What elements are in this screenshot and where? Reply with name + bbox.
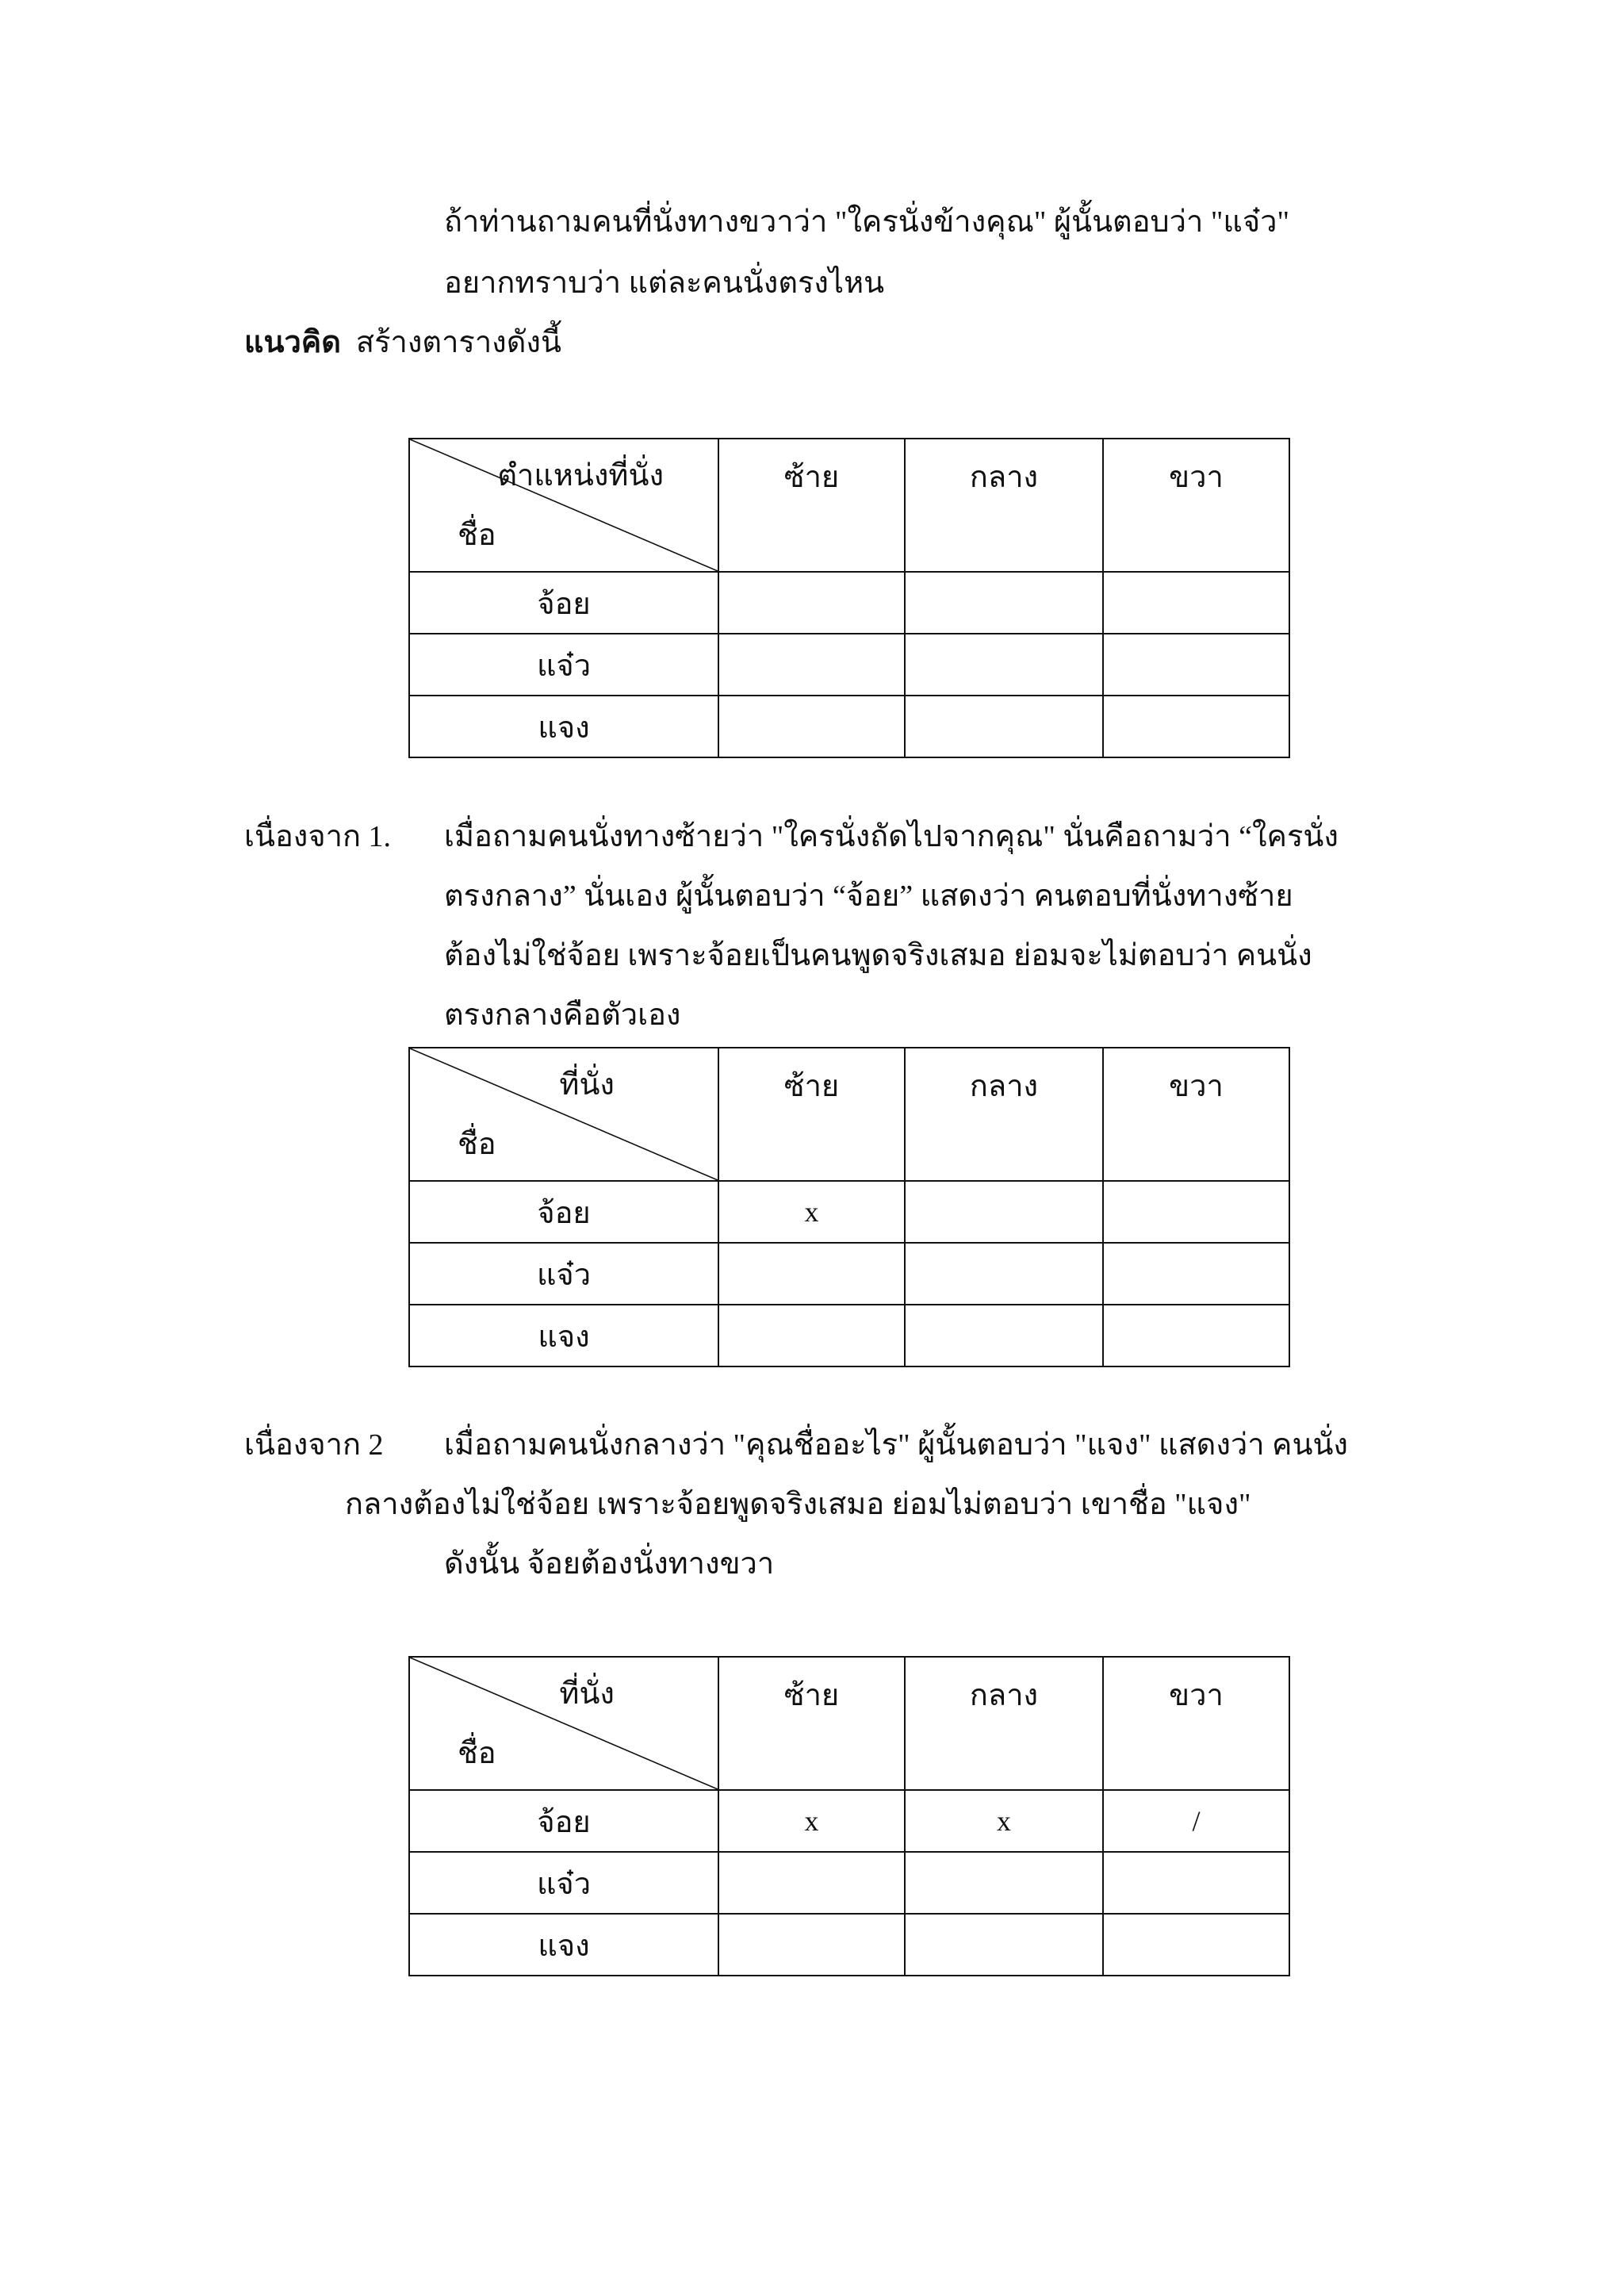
column-header-right: ขวา [1103, 439, 1289, 572]
table-cell: x [905, 1790, 1103, 1852]
row-name: แจง [409, 1914, 718, 1976]
table-cell: x [718, 1181, 905, 1243]
column-header-left: ซ้าย [718, 1048, 905, 1181]
table-header-row [409, 1657, 1289, 1790]
row-name: แจง [409, 1305, 718, 1366]
concept-text: สร้างตารางดังนี้ [355, 326, 561, 359]
table-cell [718, 1914, 905, 1976]
intro-line-2: อยากทราบว่า แต่ละคนนั่งตรงไหน [444, 266, 885, 300]
table-cell [718, 1243, 905, 1305]
column-header-left: ซ้าย [718, 439, 905, 572]
corner-bottom-label: ชื่อ [458, 1128, 496, 1161]
step-2-line-3: ดังนั้น จ้อยต้องนั่งทางขวา [444, 1547, 775, 1581]
table-cell [1103, 1305, 1289, 1366]
table-cell [905, 1243, 1103, 1305]
table-cell [718, 1852, 905, 1914]
table-cell [718, 572, 905, 634]
step-2-line-1: เมื่อถามคนนั่งกลางว่า "คุณชื่ออะไร" ผู้นั้นตอบว่า "แจง" แสดงว่า คนนั่ง [444, 1428, 1348, 1462]
table-row [409, 1181, 1289, 1243]
table-cell [1103, 696, 1289, 757]
table-corner-cell [409, 1048, 718, 1181]
concept-line [244, 325, 561, 362]
seating-table-2 [408, 1047, 1290, 1367]
table-cell [718, 696, 905, 757]
table-row [409, 634, 1289, 696]
seating-table-3 [408, 1656, 1290, 1976]
corner-top-label: ตำแหน่งที่นั่ง [497, 459, 664, 493]
seating-table-1 [408, 438, 1290, 758]
table-row [409, 1914, 1289, 1976]
table-cell [1103, 1852, 1289, 1914]
table-header-row [409, 1048, 1289, 1181]
table-row [409, 1305, 1289, 1366]
column-header-left: ซ้าย [718, 1657, 905, 1790]
table-cell [905, 572, 1103, 634]
table-cell [1103, 1181, 1289, 1243]
column-header-middle: กลาง [905, 439, 1103, 572]
table-cell [1103, 1914, 1289, 1976]
table-cell [1103, 634, 1289, 696]
step-1-line-2: ตรงกลาง” นั่นเอง ผู้นั้นตอบว่า “จ้อย” แสดงว่า คนตอบที่นั่งทางซ้าย [444, 880, 1293, 913]
table-cell: x [718, 1790, 905, 1852]
step-2-line-2: กลางต้องไม่ใช่จ้อย เพราะจ้อยพูดจริงเสมอ ย่อมไม่ตอบว่า เขาชื่อ "แจง" [345, 1488, 1251, 1521]
table-cell [718, 634, 905, 696]
step-1-label: เนื่องจาก 1. [244, 820, 391, 853]
column-header-right: ขวา [1103, 1048, 1289, 1181]
row-name: จ้อย [409, 1790, 718, 1852]
table-row [409, 1243, 1289, 1305]
corner-top-label: ที่นั่ง [559, 1068, 615, 1102]
corner-bottom-label: ชื่อ [458, 519, 496, 552]
table-header-row [409, 439, 1289, 572]
row-name: แจ๋ว [409, 1852, 718, 1914]
table-cell [905, 1181, 1103, 1243]
column-header-middle: กลาง [905, 1657, 1103, 1790]
row-name: แจ๋ว [409, 1243, 718, 1305]
row-name: จ้อย [409, 1181, 718, 1243]
column-header-middle: กลาง [905, 1048, 1103, 1181]
step-1-line-3: ต้องไม่ใช่จ้อย เพราะจ้อยเป็นคนพูดจริงเสมอ ย่อมจะไม่ตอบว่า คนนั่ง [444, 939, 1312, 972]
table-cell [905, 1852, 1103, 1914]
table-cell [905, 696, 1103, 757]
table-row [409, 1852, 1289, 1914]
table-row [409, 572, 1289, 634]
table-cell [1103, 1243, 1289, 1305]
step-1-line-1: เมื่อถามคนนั่งทางซ้ายว่า "ใครนั่งถัดไปจากคุณ" นั่นคือถามว่า “ใครนั่ง [444, 820, 1339, 853]
table-cell [905, 1914, 1103, 1976]
step-2-label: เนื่องจาก 2 [244, 1428, 384, 1462]
table-cell [718, 1305, 905, 1366]
table-cell: / [1103, 1790, 1289, 1852]
table-cell [905, 1305, 1103, 1366]
concept-label: แนวคิด [244, 326, 341, 359]
table-row [409, 1790, 1289, 1852]
corner-top-label: ที่นั่ง [559, 1677, 615, 1711]
corner-bottom-label: ชื่อ [458, 1737, 496, 1770]
table-corner-cell [409, 1657, 718, 1790]
column-header-right: ขวา [1103, 1657, 1289, 1790]
intro-line-1: ถ้าท่านถามคนที่นั่งทางขวาว่า "ใครนั่งข้างคุณ" ผู้นั้นตอบว่า "แจ๋ว" [444, 205, 1289, 239]
step-1-line-4: ตรงกลางคือตัวเอง [444, 999, 681, 1032]
row-name: จ้อย [409, 572, 718, 634]
table-cell [905, 634, 1103, 696]
table-cell [1103, 572, 1289, 634]
table-row [409, 696, 1289, 757]
row-name: แจ๋ว [409, 634, 718, 696]
table-corner-cell [409, 439, 718, 572]
row-name: แจง [409, 696, 718, 757]
